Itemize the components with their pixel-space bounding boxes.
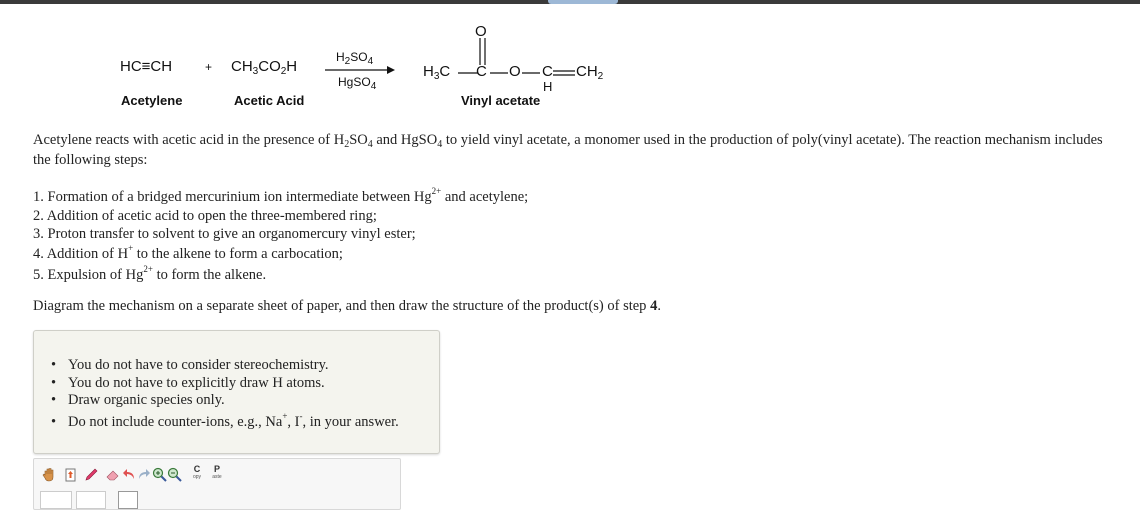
carbonyl-carbon: C (476, 63, 487, 80)
paste-button[interactable]: P aste (212, 464, 222, 480)
step-3: 3. Proton transfer to solvent to give an organomercury vinyl ester; (33, 226, 416, 242)
reaction-scheme (0, 18, 700, 118)
acetylene-label: Acetylene (121, 93, 183, 108)
vinyl-hydrogen: H (543, 79, 553, 94)
hint-item: • You do not have to consider stereochemistry. (68, 357, 399, 375)
undo-icon[interactable] (122, 467, 137, 482)
vinyl-ch2: $CH_2$ (576, 63, 604, 82)
references-tab[interactable] (548, 0, 618, 4)
step-5: 5. Expulsion of $Hg^{2+}$ to form the alkene. (33, 263, 267, 283)
step-4: 4. Addition of H+ to the alkene to form a carbocation; (33, 242, 343, 262)
vinyl-acetate-structure (450, 22, 610, 92)
drawing-toolbar (33, 458, 401, 510)
single-bond-tool[interactable] (118, 491, 138, 509)
vinyl-carbon: C (542, 63, 553, 80)
bracket-tool[interactable] (304, 491, 324, 507)
acetic-acid-formula: $CH_3CO_2H$ (231, 58, 298, 77)
hand-icon[interactable] (42, 467, 57, 482)
hint-item: • You do not have to explicitly draw H atoms. (68, 375, 399, 393)
reaction-arrow (325, 66, 397, 74)
atom-dropdown[interactable] (40, 491, 72, 509)
hints-box (33, 330, 440, 454)
step-2: 2. Addition of acetic acid to open the three-membered ring; (33, 207, 377, 224)
acetic-acid-label: Acetic Acid (234, 93, 305, 108)
step-1: 1. Formation of a bridged mercurinium ion intermediate between $Hg^{2+}$ and acetylene; (33, 186, 529, 205)
catalyst-above: $H_2SO_4$ (336, 50, 374, 67)
vinyl-acetate-label: Vinyl acetate (461, 93, 541, 108)
ester-oxygen: O (509, 63, 521, 80)
product-methyl: $H_3C$ (423, 63, 451, 82)
acetylene-formula: HC≡CH (120, 58, 173, 75)
carbonyl-oxygen: O (475, 23, 487, 40)
redo-icon[interactable] (136, 467, 151, 482)
hint-item: • Do not include counter-ions, e.g., Na+, I-, in your answer. (68, 414, 399, 432)
instruction-text: Diagram the mechanism on a separate sheet of paper, and then draw the structure of the product(s) of step 4. (33, 298, 661, 314)
erase-all-icon[interactable] (63, 467, 78, 482)
plus-sign: + (205, 60, 213, 74)
bond-tools[interactable] (140, 491, 220, 507)
catalyst-below: HgSO$_4$ (338, 75, 377, 92)
zoom-out-icon[interactable] (167, 467, 182, 482)
mechanism-steps (33, 188, 528, 286)
eraser-icon[interactable] (105, 467, 120, 482)
charge-dropdown[interactable] (76, 491, 106, 509)
ring-tools[interactable] (230, 491, 298, 507)
zoom-in-icon[interactable] (152, 467, 167, 482)
hint-item: • Draw organic species only. (68, 392, 399, 410)
pencil-icon[interactable] (84, 467, 99, 482)
intro-paragraph: Acetylene reacts with acetic acid in the presence of $H_2SO_4$ and HgSO$_4$ to yield vinyl acetate, a monomer used in the production of poly(vinyl acetate). The reaction mechanism includes the following steps: (33, 132, 1103, 168)
copy-button[interactable]: C opy (192, 464, 202, 480)
